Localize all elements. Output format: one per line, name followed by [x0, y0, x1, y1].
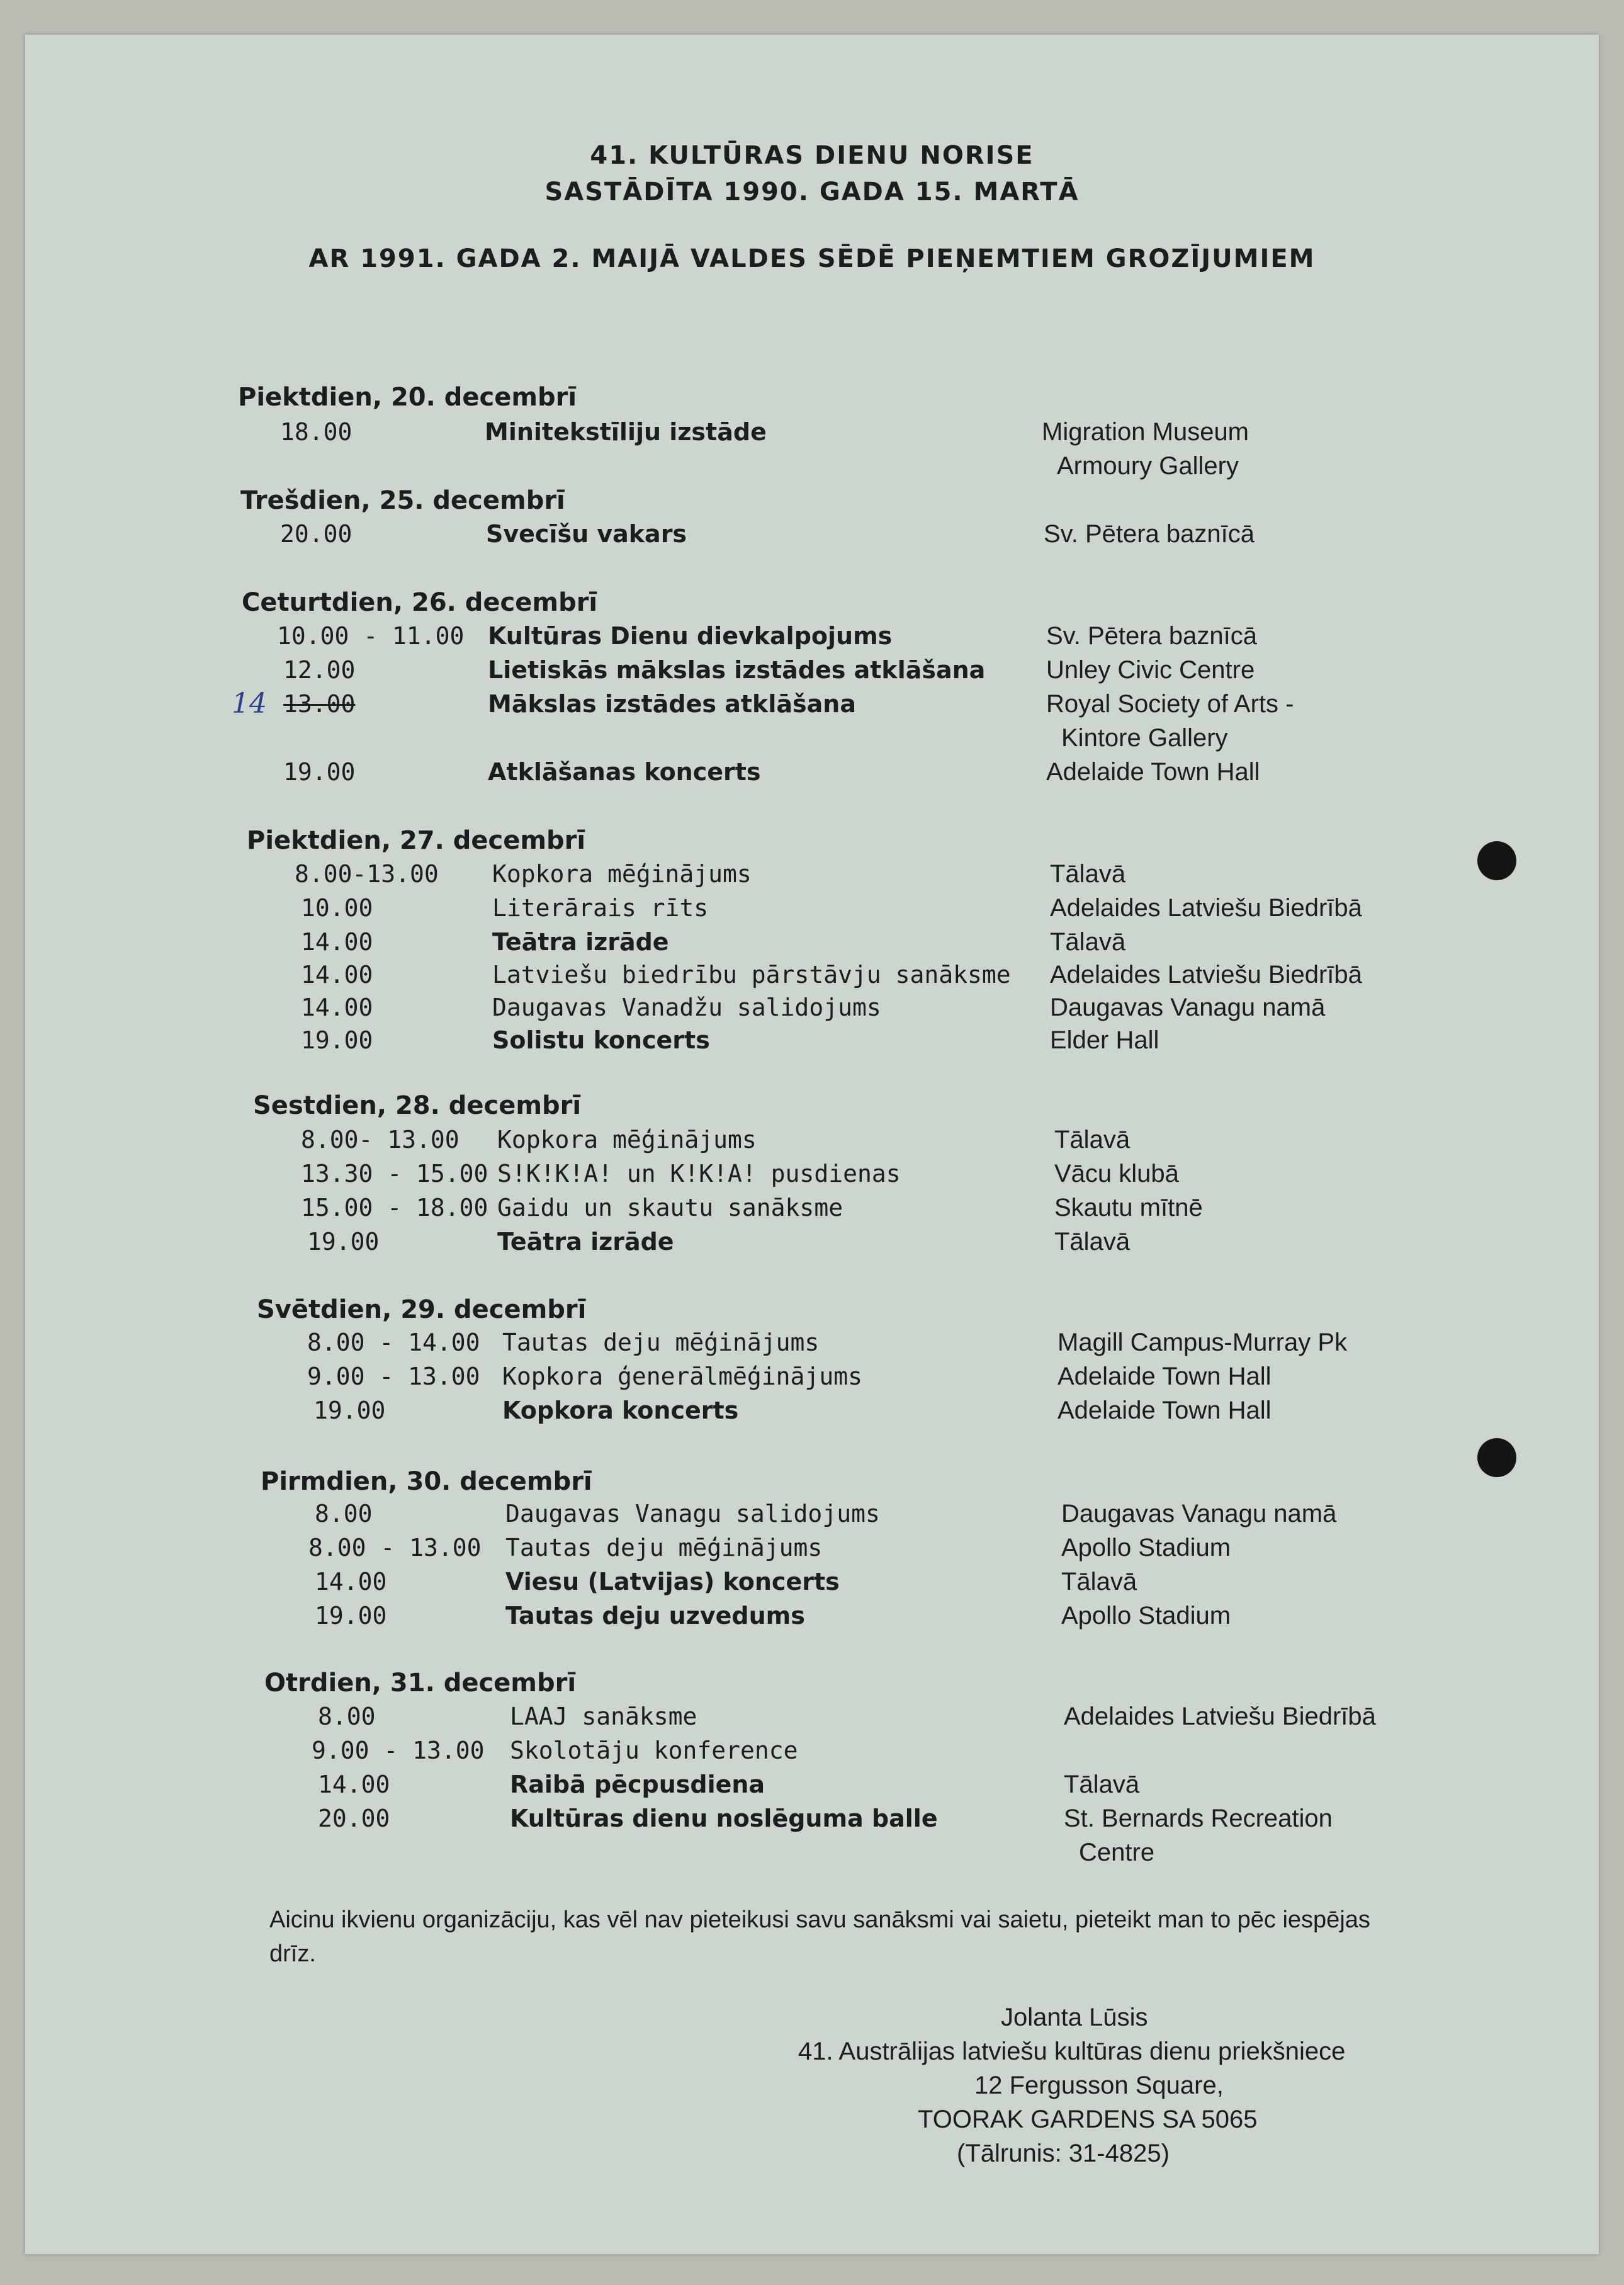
schedule-row	[0, 1026, 1624, 1058]
schedule-row	[0, 1194, 1624, 1225]
schedule-row	[0, 1160, 1624, 1191]
event-venue: Tālavā	[1061, 1568, 1137, 1596]
schedule-row	[0, 1397, 1624, 1428]
schedule-row	[0, 1805, 1624, 1866]
event-time: 8.00 - 13.00	[308, 1534, 482, 1562]
event-time: 19.00	[313, 1397, 386, 1424]
event-time: 19.00	[283, 758, 356, 786]
event-name: Lietiskās mākslas izstādes atklāšana	[488, 656, 986, 684]
event-time: 14.00	[301, 961, 373, 989]
event-name: Tautas deju mēģinājums	[505, 1534, 823, 1562]
event-venue: Daugavas Vanagu namā	[1050, 994, 1326, 1021]
event-name: S!K!K!A! un K!K!A! pusdienas	[497, 1160, 901, 1188]
event-time: 14.00	[301, 994, 373, 1021]
event-name: Daugavas Vanadžu salidojums	[492, 994, 881, 1021]
event-venue: Magill Campus-Murray Pk	[1057, 1329, 1348, 1356]
event-name: Kopkora ģenerālmēģinājums	[502, 1363, 862, 1390]
event-time: 18.00	[280, 418, 352, 446]
schedule-row	[0, 690, 1624, 752]
event-name: Minitekstīliju izstāde	[485, 418, 767, 446]
signature-phone: (Tālrunis: 31-4825)	[957, 2140, 1170, 2167]
event-name: Atklāšanas koncerts	[488, 758, 761, 786]
schedule-row	[0, 622, 1624, 654]
event-venue: Tālavā	[1054, 1126, 1131, 1154]
event-time: 19.00	[301, 1026, 373, 1054]
day-heading: Sestdien, 28. decembrī	[253, 1091, 582, 1120]
event-venue: Adelaides Latviešu Biedrībā	[1050, 961, 1362, 989]
schedule-row	[0, 894, 1624, 926]
schedule-row	[0, 656, 1624, 688]
event-time: 8.00- 13.00	[301, 1126, 460, 1154]
event-time: 10.00	[301, 894, 373, 922]
schedule-row	[0, 1363, 1624, 1394]
event-time: 8.00 - 14.00	[307, 1329, 480, 1356]
event-name: Kopkora mēģinājums	[492, 860, 752, 888]
event-name: Daugavas Vanagu salidojums	[505, 1500, 880, 1528]
schedule-row	[0, 1329, 1624, 1360]
event-time: 14.00	[315, 1568, 387, 1596]
schedule-row	[0, 1602, 1624, 1633]
event-name: Mākslas izstādes atklāšana	[488, 690, 856, 718]
event-name: Solistu koncerts	[492, 1026, 710, 1054]
event-venue: Adelaides Latviešu Biedrībā	[1050, 894, 1362, 922]
day-heading: Pirmdien, 30. decembrī	[261, 1467, 592, 1496]
event-name: Kultūras Dienu dievkalpojums	[488, 622, 893, 650]
day-heading: Ceturtdien, 26. decembrī	[242, 588, 598, 617]
schedule-row	[0, 758, 1624, 790]
event-venue: Adelaide Town Hall	[1046, 758, 1260, 786]
event-time: 15.00 - 18.00	[301, 1194, 488, 1222]
event-venue: Royal Society of Arts -	[1046, 690, 1294, 718]
title-line-2: SASTĀDĪTA 1990. GADA 15. MARTĀ	[544, 178, 1080, 207]
event-time: 19.00	[307, 1228, 380, 1256]
event-name: Raibā pēcpusdiena	[510, 1771, 765, 1798]
closing-paragraph: Aicinu ikvienu organizāciju, kas vēl nav pieteikusi savu sanāksmi vai saietu, pieteikt man to pēc iespējas drīz.	[269, 1907, 1370, 1967]
event-venue: St. Bernards Recreation	[1064, 1805, 1333, 1832]
event-time: 10.00 - 11.00	[277, 622, 465, 650]
schedule-row	[0, 1126, 1624, 1157]
day-heading: Trešdien, 25. decembrī	[240, 486, 565, 515]
event-venue: Sv. Pētera baznīcā	[1046, 622, 1257, 650]
schedule-row	[0, 860, 1624, 892]
event-venue: Tālavā	[1050, 860, 1126, 888]
event-name: Kultūras dienu noslēguma balle	[510, 1805, 938, 1832]
title-line-1: 41. KULTŪRAS DIENU NORISE	[590, 141, 1034, 170]
event-time: 9.00 - 13.00	[312, 1737, 485, 1764]
title-line-3: AR 1991. GADA 2. MAIJĀ VALDES SĒDĒ PIEŅEMTIEM GROZĪJUMIEM	[308, 244, 1316, 273]
schedule-row	[0, 1703, 1624, 1734]
schedule-row	[0, 1534, 1624, 1565]
event-name: Svecīšu vakars	[486, 520, 687, 548]
event-venue-continued: Centre	[1079, 1839, 1155, 1866]
event-venue: Tālavā	[1050, 928, 1126, 956]
event-venue: Adelaides Latviešu Biedrībā	[1064, 1703, 1376, 1730]
schedule-row	[0, 1771, 1624, 1802]
event-time: 14.00	[301, 928, 373, 956]
day-heading: Piektdien, 20. decembrī	[238, 383, 577, 412]
signature-name: Jolanta Lūsis	[1001, 2004, 1148, 2031]
event-name: Skolotāju konference	[510, 1737, 798, 1764]
event-name: Viesu (Latvijas) koncerts	[505, 1568, 840, 1596]
schedule-row	[0, 1500, 1624, 1531]
signature-address-2: TOORAK GARDENS SA 5065	[918, 2106, 1258, 2133]
schedule-row	[0, 961, 1624, 992]
event-time: 19.00	[315, 1602, 387, 1630]
schedule-row	[0, 1568, 1624, 1599]
event-venue: Skautu mītnē	[1054, 1194, 1203, 1222]
day-heading: Otrdien, 31. decembrī	[264, 1669, 577, 1698]
schedule-row	[0, 418, 1624, 480]
signature-address-1: 12 Fergusson Square,	[974, 2072, 1224, 2099]
event-time: 12.00	[283, 656, 356, 684]
event-venue: Unley Civic Centre	[1046, 656, 1255, 684]
event-name: LAAJ sanāksme	[510, 1703, 697, 1730]
event-name: Latviešu biedrību pārstāvju sanāksme	[492, 961, 1011, 989]
event-name: Literārais rīts	[492, 894, 709, 922]
schedule-row	[0, 928, 1624, 960]
event-name: Teātra izrāde	[492, 928, 669, 956]
event-venue: Adelaide Town Hall	[1057, 1397, 1272, 1424]
event-time: 13.00	[283, 690, 356, 718]
event-venue: Sv. Pētera baznīcā	[1044, 520, 1255, 548]
event-time: 8.00-13.00	[295, 860, 439, 888]
event-name: Teātra izrāde	[497, 1228, 674, 1256]
handwritten-annotation: 14	[232, 688, 267, 720]
event-name: Gaidu un skautu sanāksme	[497, 1194, 843, 1222]
event-time: 20.00	[280, 520, 352, 548]
event-name: Kopkora koncerts	[502, 1397, 739, 1424]
event-venue: Apollo Stadium	[1061, 1602, 1231, 1630]
event-venue: Tālavā	[1054, 1228, 1131, 1256]
event-time: 8.00	[318, 1703, 376, 1730]
event-venue: Daugavas Vanagu namā	[1061, 1500, 1337, 1528]
event-venue: Apollo Stadium	[1061, 1534, 1231, 1562]
event-venue-continued: Armoury Gallery	[1057, 452, 1239, 480]
event-venue: Adelaide Town Hall	[1057, 1363, 1272, 1390]
event-name: Tautas deju mēģinājums	[502, 1329, 820, 1356]
schedule-row	[0, 1228, 1624, 1259]
event-time: 8.00	[315, 1500, 373, 1528]
event-venue-continued: Kintore Gallery	[1061, 724, 1228, 752]
schedule-row	[0, 1737, 1624, 1768]
event-venue: Tālavā	[1064, 1771, 1140, 1798]
signature-title: 41. Austrālijas latviešu kultūras dienu priekšniece	[798, 2038, 1346, 2065]
punch-hole-bottom	[1477, 1438, 1516, 1477]
day-heading: Svētdien, 29. decembrī	[257, 1295, 587, 1324]
event-time: 9.00 - 13.00	[307, 1363, 480, 1390]
punch-hole-top	[1477, 841, 1516, 880]
day-heading: Piektdien, 27. decembrī	[247, 826, 586, 855]
schedule-row	[0, 994, 1624, 1025]
event-name: Tautas deju uzvedums	[505, 1602, 805, 1630]
event-venue: Migration Museum	[1042, 418, 1249, 446]
event-venue: Elder Hall	[1050, 1026, 1159, 1054]
schedule-row	[0, 520, 1624, 552]
event-time: 13.30 - 15.00	[301, 1160, 488, 1188]
event-time: 20.00	[318, 1805, 390, 1832]
event-time: 14.00	[318, 1771, 390, 1798]
event-venue: Vācu klubā	[1054, 1160, 1179, 1188]
event-name: Kopkora mēģinājums	[497, 1126, 757, 1154]
